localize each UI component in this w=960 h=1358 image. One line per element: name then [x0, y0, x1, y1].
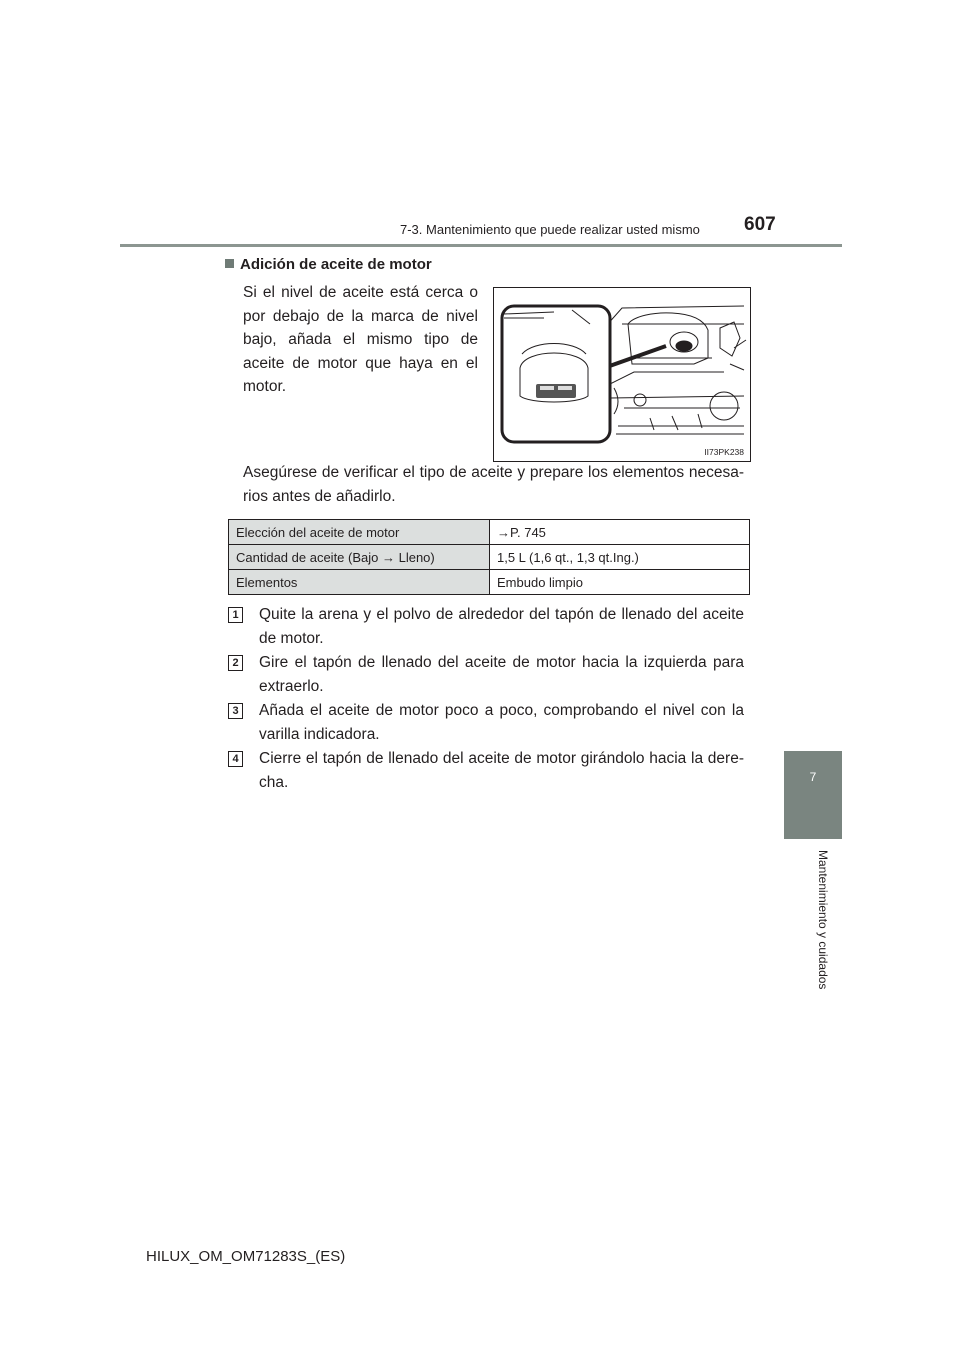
table-value: Embudo limpio — [490, 570, 750, 595]
step-number: 3 — [228, 703, 243, 719]
engine-oil-cap-illustration — [493, 287, 751, 462]
table-key: Elementos — [229, 570, 490, 595]
step-text: Gire el tapón de llenado del aceite de motor hacia la izquierda para extraerlo. — [259, 654, 744, 695]
step-text: Cierre el tapón de llenado del aceite de motor girándolo hacia la dere- cha. — [259, 750, 744, 791]
step-text: Quite la arena y el polvo de alrededor del tapón de llenado del aceite de motor. — [259, 606, 744, 647]
table-row — [229, 520, 750, 545]
header-divider — [120, 244, 842, 247]
square-bullet-icon — [225, 259, 234, 268]
oil-spec-table — [228, 519, 750, 595]
table-row — [229, 545, 750, 570]
preparation-note: Asegúrese de verificar el tipo de aceite y prepare los elementos necesa- rios antes de añadirlo. — [243, 464, 744, 505]
chapter-tab-label: Mantenimiento y cuidados — [816, 850, 830, 990]
section-heading-text: Adición de aceite de motor — [240, 256, 432, 273]
section-heading — [225, 256, 432, 273]
table-row — [229, 570, 750, 595]
chapter-tab — [784, 751, 842, 839]
figure-code: II73PK238 — [704, 447, 744, 457]
step-number: 1 — [228, 607, 243, 623]
chapter-tab-number: 7 — [809, 770, 817, 784]
table-key: Cantidad de aceite (Bajo → Lleno) — [229, 545, 490, 570]
header-section-title: 7-3. Mantenimiento que puede realizar usted mismo — [400, 222, 700, 237]
intro-paragraph: Si el nivel de aceite está cerca o por debajo de la marca de nivel bajo, añada el mismo tipo de aceite de motor que haya en el motor. — [243, 284, 478, 395]
step-number: 4 — [228, 751, 243, 767]
table-value: →P. 745 — [490, 520, 750, 545]
step-number: 2 — [228, 655, 243, 671]
engine-bay-drawing — [494, 288, 750, 461]
document-code: HILUX_OM_OM71283S_(ES) — [146, 1248, 346, 1265]
table-key: Elección del aceite de motor — [229, 520, 490, 545]
step-text: Añada el aceite de motor poco a poco, comprobando el nivel con la varilla indicadora. — [259, 702, 744, 743]
page-number: 607 — [744, 214, 776, 235]
table-value: 1,5 L (1,6 qt., 1,3 qt.Ing.) — [490, 545, 750, 570]
